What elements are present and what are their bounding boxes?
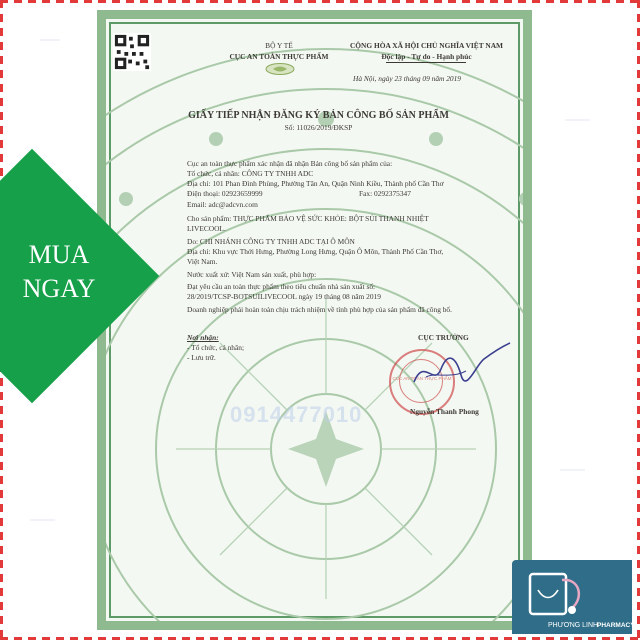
phone-line: Điện thoại: 02923659999: [187, 189, 263, 198]
vfa-logo-icon: [264, 62, 296, 76]
product-line: Cho sản phẩm: THỰC PHẨM BẢO VỆ SỨC KHỎE: BỘT SỦI THANH NHIỆT: [187, 214, 429, 223]
motto-underline: [386, 62, 466, 63]
country-motto: Độc lập - Tự do - Hạnh phúc: [381, 52, 472, 61]
promo-text[interactable]: [0, 238, 118, 306]
recipient-item: - Lưu trữ.: [187, 353, 216, 362]
document-number: Số: 11026/2019/ĐKSP: [284, 123, 353, 132]
org-line: Tổ chức, cá nhân: CÔNG TY TNHH ADC: [187, 169, 314, 178]
country-header: CỘNG HÒA XÃ HỘI CHỦ NGHĨA VIỆT NAM: [349, 41, 504, 50]
signature-icon: [406, 337, 516, 397]
stethoscope-icon: [524, 568, 594, 620]
fax-line: Fax: 0292375347: [359, 189, 411, 198]
agency-name: CỤC AN TOÀN THỰC PHẨM: [229, 52, 329, 61]
address-line: Địa chỉ: 101 Phan Đình Phùng, Phường Tân An, Quận Ninh Kiều, Thành phố Cần Thơ: [187, 179, 444, 188]
origin-line: Nước xuất xứ: Việt Nam sản xuất, phù hợp:: [187, 270, 317, 279]
responsibility-line: Doanh nghiệp phải hoàn toàn chịu trách nhiệm về tính phù hợp của sản phẩm đã công bố.: [187, 305, 452, 314]
issue-date: Hà Nội, ngày 23 tháng 09 năm 2019: [353, 74, 461, 83]
phone-watermark: 0914477010: [230, 402, 363, 427]
document-title: GIẤY TIẾP NHẬN ĐĂNG KÝ BẢN CÔNG BỐ SẢN PHẨM: [188, 110, 449, 121]
ministry-name: BỘ Y TẾ: [265, 41, 293, 50]
manufacturer-address: Địa chỉ: Khu vực Thới Hưng, Phường Long Hưng, Quận Ô Môn, Thành Phố Cần Thơ,: [187, 247, 444, 256]
signer-name: Nguyễn Thanh Phong: [410, 407, 479, 416]
brand-subtitle: PHARMACY: [597, 622, 635, 629]
promo-line-2: NGAY: [22, 274, 96, 303]
email-line: Email: adc@adcvn.com: [187, 200, 258, 209]
standard-number: 28/2019/TCSP-BOTSUILIVECOOL ngày 19 tháng 08 năm 2019: [187, 292, 381, 301]
recipient-item: - Tổ chức, cá nhân;: [187, 343, 245, 352]
promo-line-1: MUA: [28, 240, 90, 269]
product-line-cont: LIVECOOL.: [187, 224, 226, 233]
manufacturer-address-cont: Việt Nam.: [187, 257, 218, 266]
manufacturer-line: Do: CHI NHÁNH CÔNG TY TNHH ADC TẠI Ô MÔN: [187, 237, 355, 246]
qr-code-icon: [113, 33, 151, 71]
top-border: [0, 0, 640, 3]
intro-line: Cục an toàn thực phẩm xác nhận đã nhận Bản công bố sản phẩm của:: [187, 159, 393, 168]
recipients-label: Nơi nhận:: [187, 333, 219, 342]
certificate-document: [97, 10, 532, 630]
signer-title: CỤC TRƯỞNG: [418, 333, 469, 342]
standard-line: Đạt yêu cầu an toàn thực phẩm theo tiêu chuẩn nhà sản xuất số:: [187, 282, 376, 291]
brand-name: PHƯƠNG LINH: [548, 622, 599, 629]
stamp-text: CỤC AN TOÀN THỰC PHẨM: [392, 376, 452, 381]
